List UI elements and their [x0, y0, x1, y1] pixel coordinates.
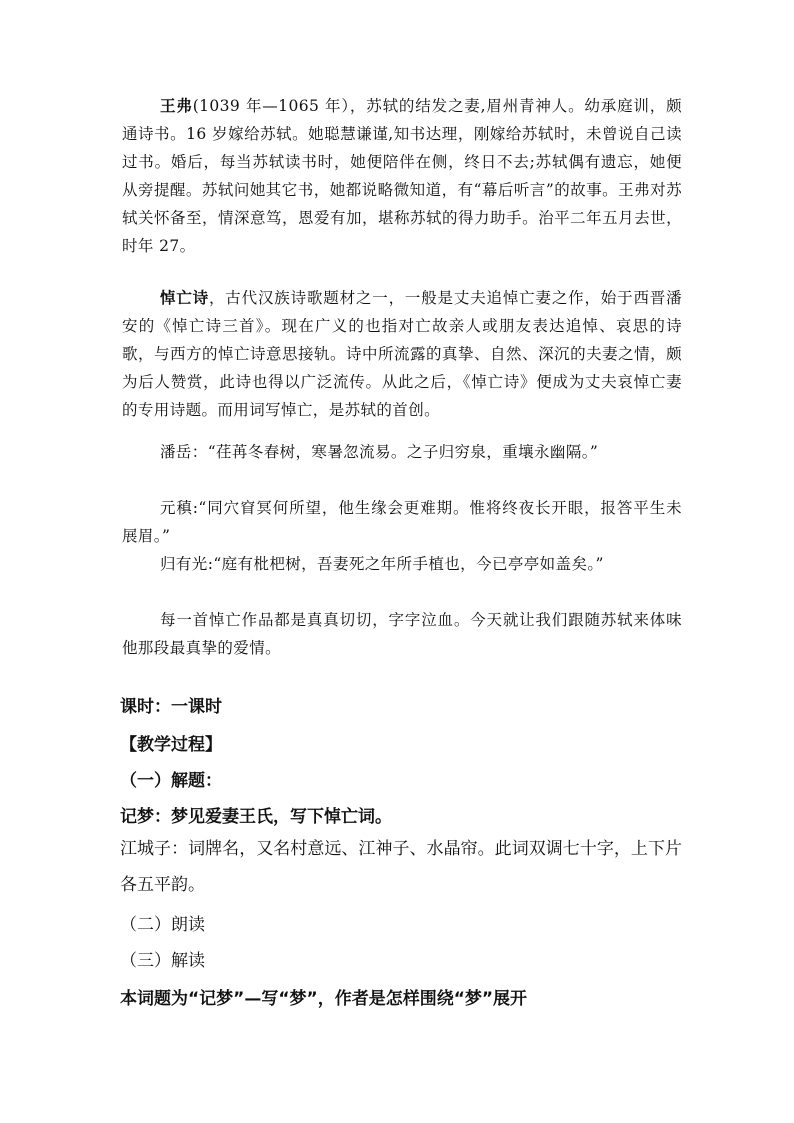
step-interpret-title: （一）解题：: [120, 771, 222, 791]
quote-panyue: 潘岳：“荏苒冬春树，寒暑忽流易。之子归穷泉，重壤永幽隔。”: [160, 443, 599, 461]
closing-paragraph: 每一首悼亡作品都是真真切切，字字泣血。今天就让我们跟随苏轼来体味他那段最真挚的爱情。: [122, 611, 682, 657]
daowangshi-text: ，古代汉族诗歌题材之一，一般是丈夫追悼亡妻之作，始于西晋潘安的《悼亡诗三首》。现在广义的也指对亡故亲人或朋友表达追悼、哀思的诗歌，与西方的悼亡诗意思接轨。诗中所流露的真挚、自然、深沉的夫妻之情，颇为后人赞赏，此诗也得以广泛流传。从此之后，《悼亡诗》便成为丈夫哀悼亡妻的专用诗题。而用词写悼亡，是苏轼的首创。: [122, 289, 682, 419]
daowangshi-paragraph: [122, 284, 682, 424]
step-analysis: （三）解读: [120, 951, 205, 971]
jiangchengzi-paragraph: 江城子：词牌名，又名村意远、江神子、水晶帘。此词双调七十字，上下片各五平韵。: [120, 839, 682, 895]
dream-question: 本词题为“记梦”—写“梦”，作者是怎样围绕“梦”展开: [120, 989, 528, 1009]
wangfu-paragraph: [122, 92, 682, 260]
quote-guiyouguang: 归有光:“庭有枇杷树，吾妻死之年所手植也，今已亭亭如盖矣。”: [160, 555, 604, 573]
quote-yuanzhen: 元稹:“同穴窅冥何所望，他生缘会更难期。惟将终夜长开眼，报答平生未展眉。”: [122, 499, 682, 545]
teaching-process-heading: 【教学过程】: [120, 735, 222, 755]
wangfu-text: (1039 年—1065 年），苏轼的结发之妻,眉州青神人。幼承庭训，颇通诗书。16 岁嫁给苏轼。她聪慧谦谨,知书达理，刚嫁给苏轼时，未曾说自己读过书。婚后，每当苏轼读书时，她便陪伴在侧，终日不去;苏轼偶有遗忘，她便从旁提醒。苏轼问她其它书，她都说略微知道，有“幕后听言”的故事。王弗对苏轼关怀备至，情深意笃，恩爱有加，堪称苏轼的得力助手。治平二年五月去世，时年 27。: [122, 97, 682, 255]
jimeng-line: 记梦：梦见爱妻王氏，写下悼亡词。: [120, 807, 392, 827]
daowangshi-term: 悼亡诗: [160, 288, 209, 307]
step-reading: （二）朗读: [120, 915, 205, 935]
wangfu-name: 王弗: [160, 96, 193, 115]
lesson-period: 课时：一课时: [120, 697, 222, 717]
